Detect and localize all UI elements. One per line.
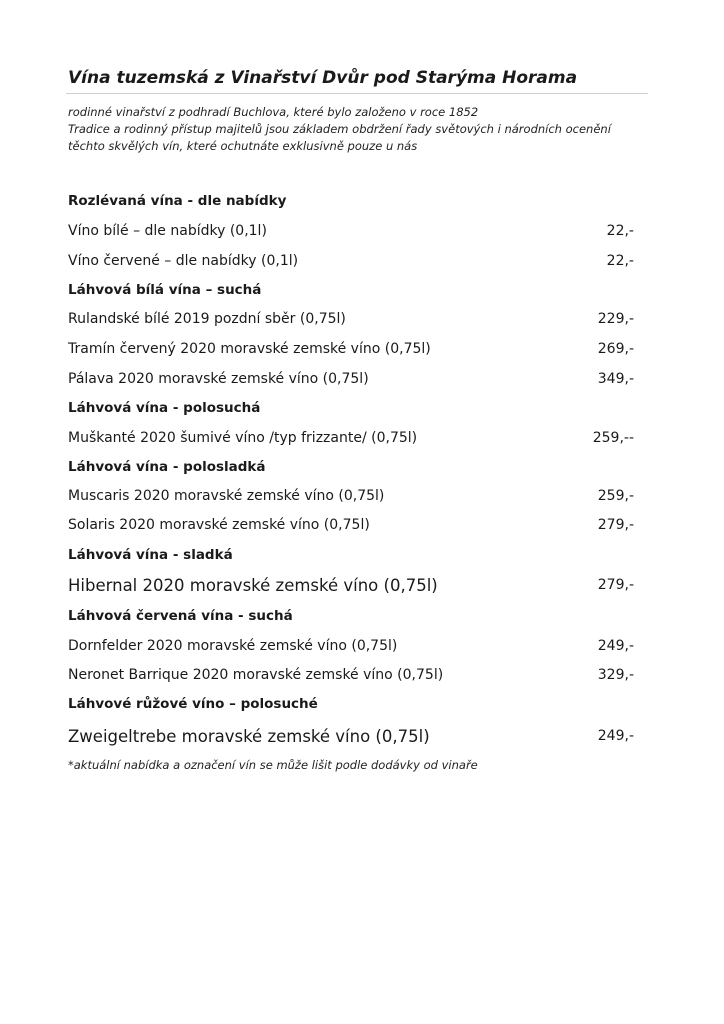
item-name: Rulandské bílé 2019 pozdní sběr (0,75l): [68, 311, 346, 327]
item-price: 22,-: [606, 223, 634, 239]
intro-line: těchto skvělých vín, které ochutnáte exklusivně pouze u nás: [68, 139, 418, 153]
menu-item: [68, 665, 634, 685]
item-name: Zweigeltrebe moravské zemské víno (0,75l): [68, 726, 430, 746]
menu-item: [68, 636, 634, 656]
item-price: 329,-: [597, 667, 634, 683]
item-price: 22,-: [606, 253, 634, 269]
section-heading: Láhvová bílá vína – suchá: [68, 282, 262, 298]
section-heading: Láhvová vína - polosuchá: [68, 400, 261, 416]
item-price: 279,-: [597, 517, 634, 533]
menu-item: [68, 515, 634, 535]
section-heading: Láhvová vína - polosladká: [68, 459, 266, 475]
section-heading: Láhvová vína - sladká: [68, 547, 233, 563]
item-name: Dornfelder 2020 moravské zemské víno (0,75l): [68, 638, 398, 654]
intro-line: rodinné vinařství z podhradí Buchlova, které bylo založeno v roce 1852: [68, 105, 479, 119]
item-name: Solaris 2020 moravské zemské víno (0,75l): [68, 517, 370, 533]
page-title: Vína tuzemská z Vinařství Dvůr pod Starýma Horama: [68, 68, 578, 88]
section-heading: Rozlévaná vína - dle nabídky: [68, 193, 287, 209]
item-price: 249,-: [597, 638, 634, 654]
item-name: Víno červené – dle nabídky (0,1l): [68, 253, 299, 269]
item-price: 259,-: [597, 488, 634, 504]
menu-item: [68, 221, 634, 241]
section-heading: Láhvová červená vína - suchá: [68, 608, 293, 624]
menu-item: [68, 369, 634, 389]
menu-item: [68, 309, 634, 329]
item-price: 229,-: [597, 311, 634, 327]
intro-text: [68, 104, 668, 155]
item-name: Víno bílé – dle nabídky (0,1l): [68, 223, 267, 239]
item-name: Tramín červený 2020 moravské zemské víno (0,75l): [68, 341, 431, 357]
item-price: 249,-: [597, 728, 634, 744]
section-heading: Láhvové růžové víno – polosuché: [68, 696, 318, 712]
title-divider: [66, 93, 648, 94]
item-price: 279,-: [597, 577, 634, 593]
menu-item: [68, 486, 634, 506]
menu-item: [68, 428, 634, 448]
item-name: Muscaris 2020 moravské zemské víno (0,75l): [68, 488, 385, 504]
item-price: 259,--: [592, 430, 634, 446]
menu-item: [68, 339, 634, 359]
item-name: Hibernal 2020 moravské zemské víno (0,75l): [68, 575, 438, 595]
menu-item: [68, 575, 634, 595]
menu-item: [68, 251, 634, 271]
item-price: 269,-: [597, 341, 634, 357]
intro-line: Tradice a rodinný přístup majitelů jsou základem obdržení řady světových i národních ocenění: [68, 122, 611, 136]
item-name: Muškanté 2020 šumivé víno /typ frizzante/ (0,75l): [68, 430, 418, 446]
menu-item: [68, 726, 634, 746]
item-price: 349,-: [597, 371, 634, 387]
item-name: Neronet Barrique 2020 moravské zemské víno (0,75l): [68, 667, 444, 683]
footnote: *aktuální nabídka a označení vín se může lišit podle dodávky od vinaře: [68, 758, 478, 772]
item-name: Pálava 2020 moravské zemské víno (0,75l): [68, 371, 369, 387]
